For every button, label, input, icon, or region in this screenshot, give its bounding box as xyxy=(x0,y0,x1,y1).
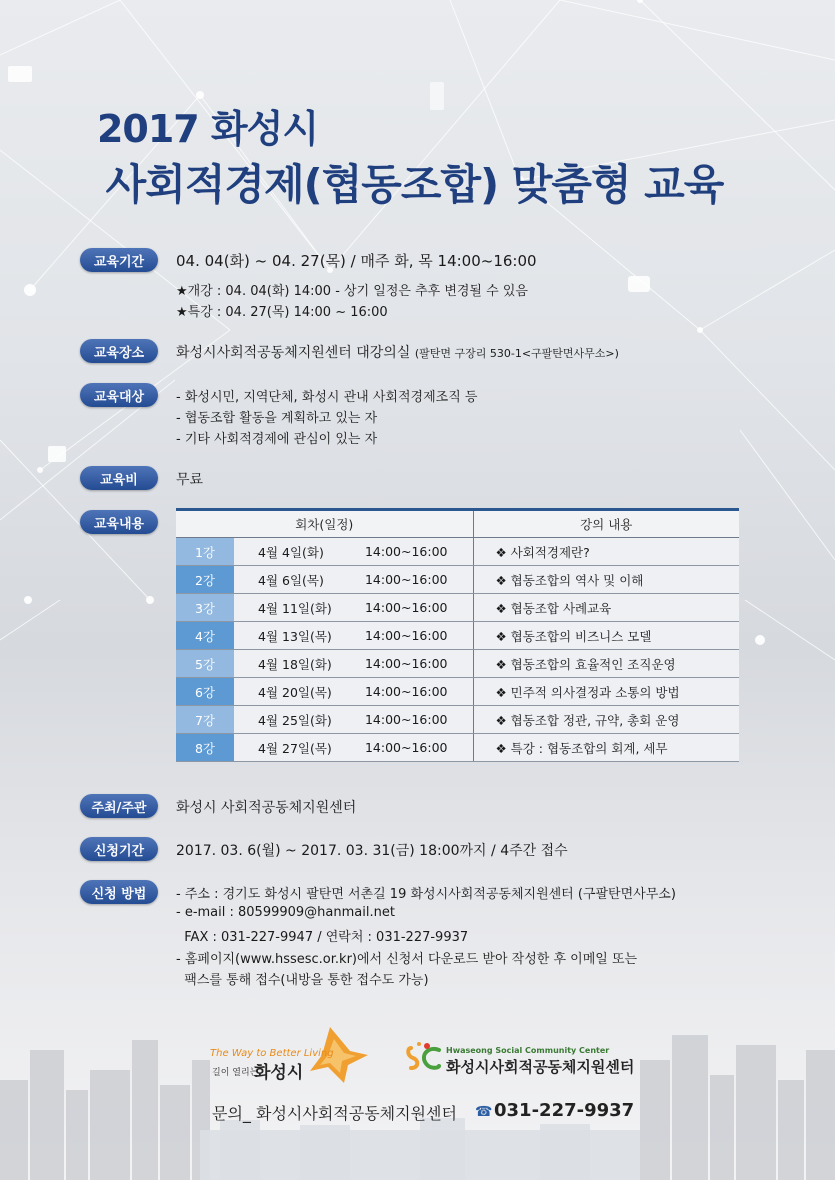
center-korean-name: 화성시사회적공동체지원센터 xyxy=(446,1058,635,1076)
header-topic: 강의 내용 xyxy=(473,510,739,538)
schedule-row xyxy=(176,566,739,594)
session-number: 8강 xyxy=(176,734,234,762)
session-time: 14:00~16:00 xyxy=(340,566,473,594)
session-number: 2강 xyxy=(176,566,234,594)
session-date: 4월 18일(화) xyxy=(234,650,340,678)
label-fee: 교육비 xyxy=(80,466,158,490)
schedule-row xyxy=(176,650,739,678)
schedule-row xyxy=(176,734,739,762)
session-number: 3강 xyxy=(176,594,234,622)
session-topic: ❖ 사회적경제란? xyxy=(473,538,739,566)
session-time: 14:00~16:00 xyxy=(340,706,473,734)
session-number: 4강 xyxy=(176,622,234,650)
label-host: 주최/주관 xyxy=(80,794,158,818)
city-name: 화성시 xyxy=(254,1063,304,1083)
session-date: 4월 6일(목) xyxy=(234,566,340,594)
target-line: - 기타 사회적경제에 관심이 있는 자 xyxy=(176,432,378,447)
session-topic: ❖ 협동조합의 효율적인 조직운영 xyxy=(473,650,739,678)
community-center-logo xyxy=(405,1040,445,1076)
schedule-row xyxy=(176,678,739,706)
session-date: 4월 25일(화) xyxy=(234,706,340,734)
session-topic: ❖ 협동조합 정관, 규약, 총회 운영 xyxy=(473,706,739,734)
apply-period-value: 2017. 03. 6(월) ~ 2017. 03. 31(금) 18:00까지 / 4주간 접수 xyxy=(176,843,568,859)
session-topic: ❖ 협동조합의 역사 및 이해 xyxy=(473,566,739,594)
contact-text: 문의_ 화성시사회적공동체지원센터 xyxy=(212,1104,457,1123)
session-time: 14:00~16:00 xyxy=(340,622,473,650)
session-time: 14:00~16:00 xyxy=(340,734,473,762)
apply-method-line: - 주소 : 경기도 화성시 팔탄면 서촌길 19 화성시사회적공동체지원센터 (구팔탄면사무소) xyxy=(176,887,676,902)
label-place: 교육장소 xyxy=(80,339,158,363)
session-topic: ❖ 특강 : 협동조합의 회계, 세무 xyxy=(473,734,739,762)
phone-icon: ☎ xyxy=(475,1104,493,1120)
schedule-table xyxy=(176,508,739,762)
schedule-row xyxy=(176,594,739,622)
fee-value: 무료 xyxy=(176,472,204,488)
city-tagline: The Way to Better Living xyxy=(210,1048,334,1059)
session-number: 5강 xyxy=(176,650,234,678)
session-number: 1강 xyxy=(176,538,234,566)
schedule-body xyxy=(176,538,739,762)
session-date: 4월 11일(화) xyxy=(234,594,340,622)
apply-method-line: 팩스를 통해 접수(내방을 통한 접수도 가능) xyxy=(176,973,429,988)
place-sub: (팔탄면 구장리 530-1<구팔탄면사무소>) xyxy=(414,347,619,360)
apply-method-line: FAX : 031-227-9947 / 연락처 : 031-227-9937 xyxy=(176,930,469,945)
target-line: - 화성시민, 지역단체, 화성시 관내 사회적경제조직 등 xyxy=(176,390,478,405)
schedule-row xyxy=(176,622,739,650)
header-session: 회차(일정) xyxy=(176,510,473,538)
target-line: - 협동조합 활동을 계획하고 있는 자 xyxy=(176,411,378,426)
schedule-row xyxy=(176,538,739,566)
session-time: 14:00~16:00 xyxy=(340,650,473,678)
session-date: 4월 4일(화) xyxy=(234,538,340,566)
title-line-1: 2017 화성시 xyxy=(96,107,319,151)
session-number: 6강 xyxy=(176,678,234,706)
label-target: 교육대상 xyxy=(80,383,158,407)
session-topic: ❖ 협동조합의 비즈니스 모델 xyxy=(473,622,739,650)
session-date: 4월 13일(목) xyxy=(234,622,340,650)
title-line-2: 사회적경제(협동조합) 맞춤형 교육 xyxy=(105,160,724,209)
center-english-name: Hwaseong Social Community Center xyxy=(446,1046,610,1055)
table-header-row xyxy=(176,510,739,538)
period-main: 04. 04(화) ~ 04. 27(목) / 매주 화, 목 14:00~16:00 xyxy=(176,252,537,270)
session-topic: ❖ 민주적 의사결정과 소통의 방법 xyxy=(473,678,739,706)
period-note-opening: ★개강 : 04. 04(화) 14:00 - 상기 일정은 추후 변경될 수 있음 xyxy=(176,284,528,299)
label-content: 교육내용 xyxy=(80,510,158,534)
place-value xyxy=(176,342,619,362)
apply-method-line: - 홈페이지(www.hssesc.or.kr)에서 신청서 다운로드 받아 작성한 후 이메일 또는 xyxy=(176,952,638,967)
session-time: 14:00~16:00 xyxy=(340,594,473,622)
session-date: 4월 27일(목) xyxy=(234,734,340,762)
host-value: 화성시 사회적공동체지원센터 xyxy=(176,800,357,816)
label-apply-period: 신청기간 xyxy=(80,837,158,861)
place-main: 화성시사회적공동체지원센터 대강의실 xyxy=(176,345,411,361)
session-time: 14:00~16:00 xyxy=(340,538,473,566)
session-topic: ❖ 협동조합 사례교육 xyxy=(473,594,739,622)
apply-method-line: - e-mail : 80599909@hanmail.net xyxy=(176,905,395,920)
city-small-text: 길이 열리는 xyxy=(212,1068,259,1078)
schedule-row xyxy=(176,706,739,734)
label-period: 교육기간 xyxy=(80,248,158,272)
contact-phone: 031-227-9937 xyxy=(494,1100,635,1121)
session-number: 7강 xyxy=(176,706,234,734)
session-date: 4월 20일(목) xyxy=(234,678,340,706)
period-note-special: ★특강 : 04. 27(목) 14:00 ~ 16:00 xyxy=(176,305,388,320)
session-time: 14:00~16:00 xyxy=(340,678,473,706)
label-apply-method: 신청 방법 xyxy=(80,880,158,904)
